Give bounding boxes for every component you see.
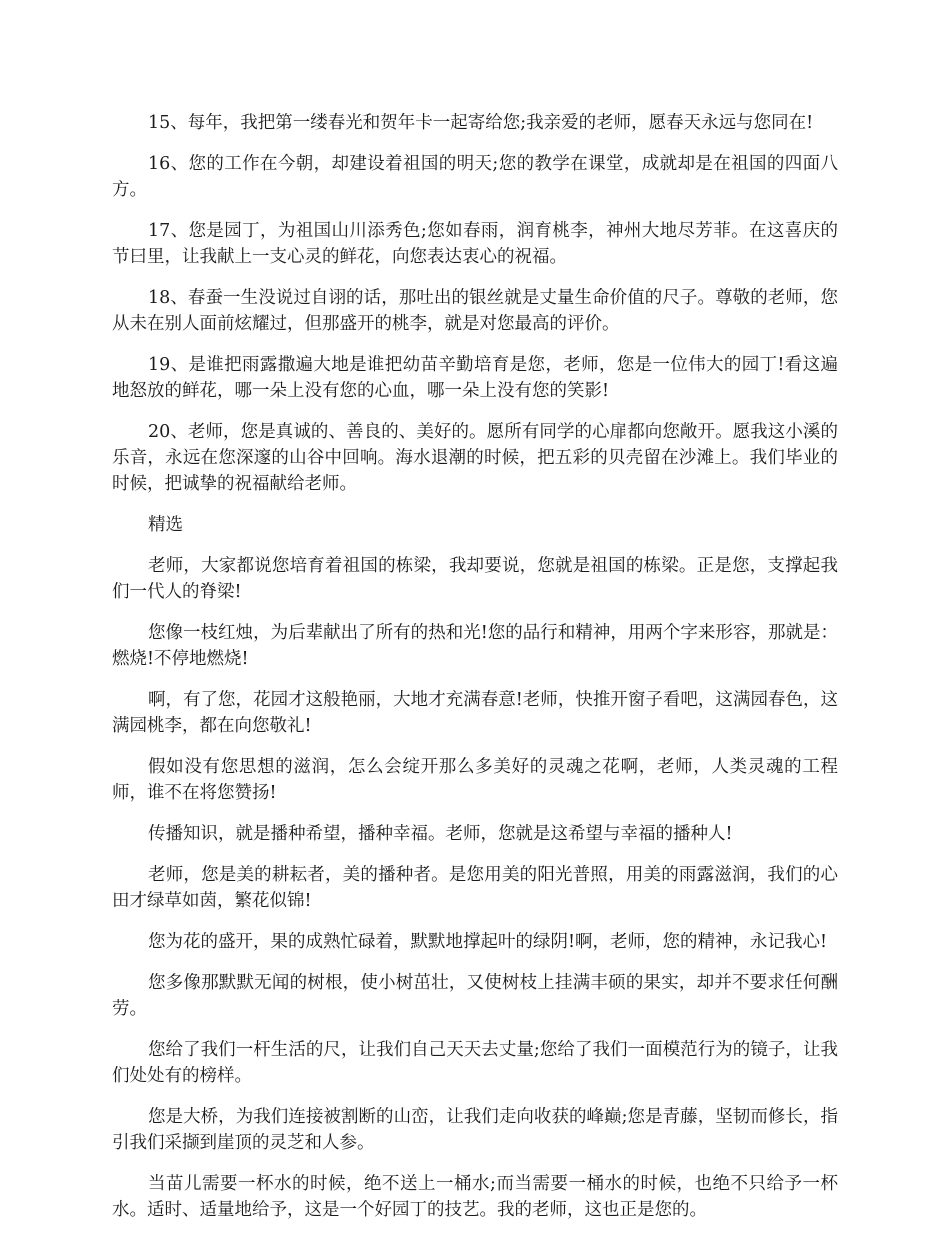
paragraph: 啊，有了您，花园才这般艳丽，大地才充满春意!老师，快推开窗子看吧，这满园春色，这满园桃李，都在向您敬礼! (112, 690, 838, 736)
paragraph: 老师，您是美的耕耘者，美的播种者。是您用美的阳光普照，用美的雨露滋润，我们的心田才绿草如茵，繁花似锦! (112, 865, 838, 911)
section-heading: 精选 (148, 515, 183, 535)
paragraph: 17、您是园丁，为祖国山川添秀色;您如春雨，润育桃李，神州大地尽芳菲。在这喜庆的节曰里，让我献上一支心灵的鲜花，向您表达衷心的祝福。 (112, 221, 838, 267)
paragraph: 您像一枝红烛，为后辈献出了所有的热和光!您的品行和精神，用两个字来形容，那就是：燃烧!不停地燃烧! (112, 623, 838, 669)
paragraph: 19、是谁把雨露撒遍大地是谁把幼苗辛勤培育是您，老师，您是一位伟大的园丁!看这遍地怒放的鲜花，哪一朵上没有您的心血，哪一朵上没有您的笑影! (112, 355, 838, 401)
paragraph: 传播知识，就是播种希望，播种幸福。老师，您就是这希望与幸福的播种人! (148, 824, 733, 844)
paragraph: 老师，大家都说您培育着祖国的栋梁，我却要说，您就是祖国的栋梁。正是您，支撑起我们一代人的脊梁! (112, 556, 838, 602)
paragraph: 18、春蚕一生没说过自诩的话，那吐出的银丝就是丈量生命价值的尺子。尊敬的老师，您从未在别人面前炫耀过，但那盛开的桃李，就是对您最高的评价。 (112, 288, 838, 334)
paragraph: 您给了我们一杆生活的尺，让我们自己天天去丈量;您给了我们一面模范行为的镜子，让我们处处有的榜样。 (112, 1040, 838, 1086)
paragraph: 您是大桥，为我们连接被割断的山峦，让我们走向收获的峰巅;您是青藤，坚韧而修长，指引我们采撷到崖顶的灵芝和人参。 (112, 1107, 838, 1153)
paragraph: 您为花的盛开，果的成熟忙碌着，默默地撑起叶的绿阴!啊，老师，您的精神，永记我心! (148, 932, 828, 952)
paragraph: 20、老师，您是真诚的、善良的、美好的。愿所有同学的心扉都向您敞开。愿我这小溪的乐音，永远在您深邃的山谷中回响。海水退潮的时候，把五彩的贝壳留在沙滩上。我们毕业的时候，把诚挚的祝福献给老师。 (112, 422, 838, 494)
paragraph: 16、您的工作在今朝，却建设着祖国的明天;您的教学在课堂，成就却是在祖国的四面八方。 (112, 154, 838, 200)
document-body (112, 110, 838, 1238)
paragraph: 您多像那默默无闻的树根，使小树茁壮，又使树枝上挂满丰硕的果实，却并不要求任何酬劳。 (112, 973, 838, 1019)
paragraph: 假如没有您思想的滋润，怎么会绽开那么多美好的灵魂之花啊，老师，人类灵魂的工程师，谁不在将您赞扬! (112, 757, 838, 803)
paragraph: 当苗儿需要一杯水的时候，绝不送上一桶水;而当需要一桶水的时候，也绝不只给予一杯水。适时、适量地给予，这是一个好园丁的技艺。我的老师，这也正是您的。 (112, 1174, 838, 1220)
paragraph: 15、每年，我把第一缕春光和贺年卡一起寄给您;我亲爱的老师，愿春天永远与您同在! (148, 113, 814, 133)
